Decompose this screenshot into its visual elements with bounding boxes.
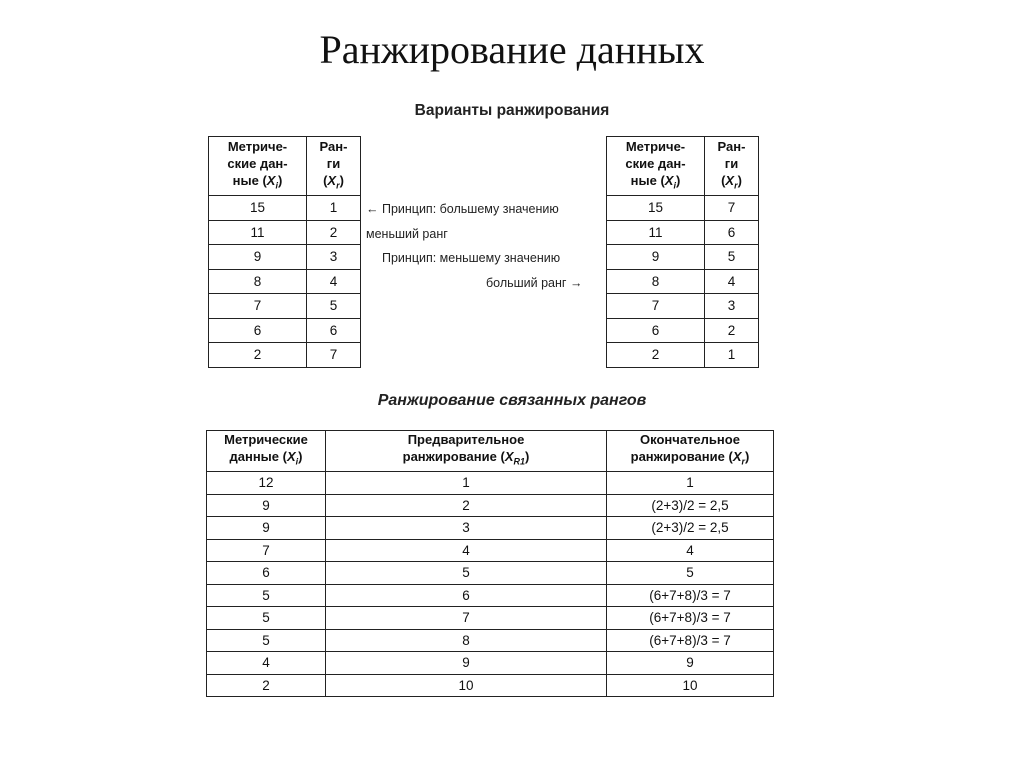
tied-final-header: Окончательное ранжирование $(X_r)$ bbox=[607, 431, 774, 472]
table-row bbox=[607, 269, 759, 294]
tied-metric-header: Метрические данные $(X_i)$ bbox=[207, 431, 326, 472]
table-row bbox=[207, 674, 774, 697]
metric-cell: 6 bbox=[209, 318, 307, 343]
prelim-cell: 4 bbox=[326, 539, 607, 562]
rank-cell: 1 bbox=[307, 196, 361, 221]
principle-note-2: меньший ранг bbox=[366, 227, 448, 241]
rank-cell: 5 bbox=[705, 245, 759, 270]
metric-cell: 12 bbox=[207, 472, 326, 495]
table-row bbox=[209, 343, 361, 368]
table-row bbox=[607, 318, 759, 343]
rank-cell: 6 bbox=[705, 220, 759, 245]
metric-cell: 6 bbox=[607, 318, 705, 343]
metric-cell: 9 bbox=[209, 245, 307, 270]
metric-cell: 4 bbox=[207, 652, 326, 675]
final-cell: (6+7+8)/3 = 7 bbox=[607, 629, 774, 652]
right-rank-header: Ран- ги $(X_r)$ bbox=[705, 137, 759, 196]
final-cell: (6+7+8)/3 = 7 bbox=[607, 607, 774, 630]
prelim-cell: 7 bbox=[326, 607, 607, 630]
final-cell: (2+3)/2 = 2,5 bbox=[607, 517, 774, 540]
table-row bbox=[207, 539, 774, 562]
table-row bbox=[607, 294, 759, 319]
rank-cell: 6 bbox=[307, 318, 361, 343]
final-cell: (6+7+8)/3 = 7 bbox=[607, 584, 774, 607]
rank-cell: 4 bbox=[705, 269, 759, 294]
metric-cell: 5 bbox=[207, 629, 326, 652]
metric-cell: 2 bbox=[209, 343, 307, 368]
table-row bbox=[607, 343, 759, 368]
rank-cell: 1 bbox=[705, 343, 759, 368]
rank-cell: 7 bbox=[705, 196, 759, 221]
table-row bbox=[207, 562, 774, 585]
table-row bbox=[607, 245, 759, 270]
left-metric-header: Метриче- ские дан- ные $(X_i)$ bbox=[209, 137, 307, 196]
table-row bbox=[209, 196, 361, 221]
metric-cell: 15 bbox=[209, 196, 307, 221]
tied-prelim-header: Предварительное ранжирование $(X_{R1})$ bbox=[326, 431, 607, 472]
tied-rank-table bbox=[206, 430, 774, 697]
metric-cell: 2 bbox=[207, 674, 326, 697]
principle-note-4: больший ранг → bbox=[486, 276, 583, 290]
right-rank-table bbox=[606, 136, 759, 368]
metric-cell: 2 bbox=[607, 343, 705, 368]
metric-cell: 7 bbox=[207, 539, 326, 562]
table-row bbox=[209, 220, 361, 245]
table-row bbox=[207, 517, 774, 540]
table-row bbox=[209, 269, 361, 294]
table-row bbox=[209, 245, 361, 270]
final-cell: 10 bbox=[607, 674, 774, 697]
final-cell: 1 bbox=[607, 472, 774, 495]
tied-ranks-subtitle: Ранжирование связанных рангов bbox=[377, 392, 647, 409]
rank-cell: 2 bbox=[705, 318, 759, 343]
metric-cell: 15 bbox=[607, 196, 705, 221]
left-rank-table bbox=[208, 136, 361, 368]
rank-cell: 2 bbox=[307, 220, 361, 245]
page-title: Ранжирование данных bbox=[319, 27, 705, 72]
rank-cell: 3 bbox=[705, 294, 759, 319]
metric-cell: 8 bbox=[209, 269, 307, 294]
prelim-cell: 8 bbox=[326, 629, 607, 652]
rank-cell: 5 bbox=[307, 294, 361, 319]
right-metric-header: Метриче- ские дан- ные $(X_i)$ bbox=[607, 137, 705, 196]
metric-cell: 5 bbox=[207, 584, 326, 607]
rank-cell: 7 bbox=[307, 343, 361, 368]
metric-cell: 11 bbox=[209, 220, 307, 245]
variants-subtitle: Варианты ранжирования bbox=[414, 102, 610, 119]
table-row bbox=[207, 607, 774, 630]
table-row bbox=[207, 584, 774, 607]
metric-cell: 7 bbox=[209, 294, 307, 319]
table-row bbox=[209, 294, 361, 319]
prelim-cell: 10 bbox=[326, 674, 607, 697]
rank-cell: 3 bbox=[307, 245, 361, 270]
prelim-cell: 9 bbox=[326, 652, 607, 675]
metric-cell: 9 bbox=[207, 517, 326, 540]
metric-cell: 11 bbox=[607, 220, 705, 245]
prelim-cell: 6 bbox=[326, 584, 607, 607]
table-row bbox=[607, 220, 759, 245]
table-row bbox=[607, 196, 759, 221]
metric-cell: 9 bbox=[607, 245, 705, 270]
principle-note-3: Принцип: меньшему значению bbox=[382, 251, 561, 265]
final-cell: 4 bbox=[607, 539, 774, 562]
metric-cell: 9 bbox=[207, 494, 326, 517]
metric-cell: 5 bbox=[207, 607, 326, 630]
final-cell: 9 bbox=[607, 652, 774, 675]
principle-note-1: ← Принцип: большему значению bbox=[366, 202, 559, 216]
rank-cell: 4 bbox=[307, 269, 361, 294]
metric-cell: 7 bbox=[607, 294, 705, 319]
prelim-cell: 3 bbox=[326, 517, 607, 540]
prelim-cell: 2 bbox=[326, 494, 607, 517]
table-row bbox=[207, 629, 774, 652]
final-cell: (2+3)/2 = 2,5 bbox=[607, 494, 774, 517]
table-row bbox=[207, 652, 774, 675]
prelim-cell: 1 bbox=[326, 472, 607, 495]
left-rank-header: Ран- ги $(X_r)$ bbox=[307, 137, 361, 196]
table-row bbox=[209, 318, 361, 343]
metric-cell: 8 bbox=[607, 269, 705, 294]
prelim-cell: 5 bbox=[326, 562, 607, 585]
table-row bbox=[207, 472, 774, 495]
final-cell: 5 bbox=[607, 562, 774, 585]
table-row bbox=[207, 494, 774, 517]
metric-cell: 6 bbox=[207, 562, 326, 585]
